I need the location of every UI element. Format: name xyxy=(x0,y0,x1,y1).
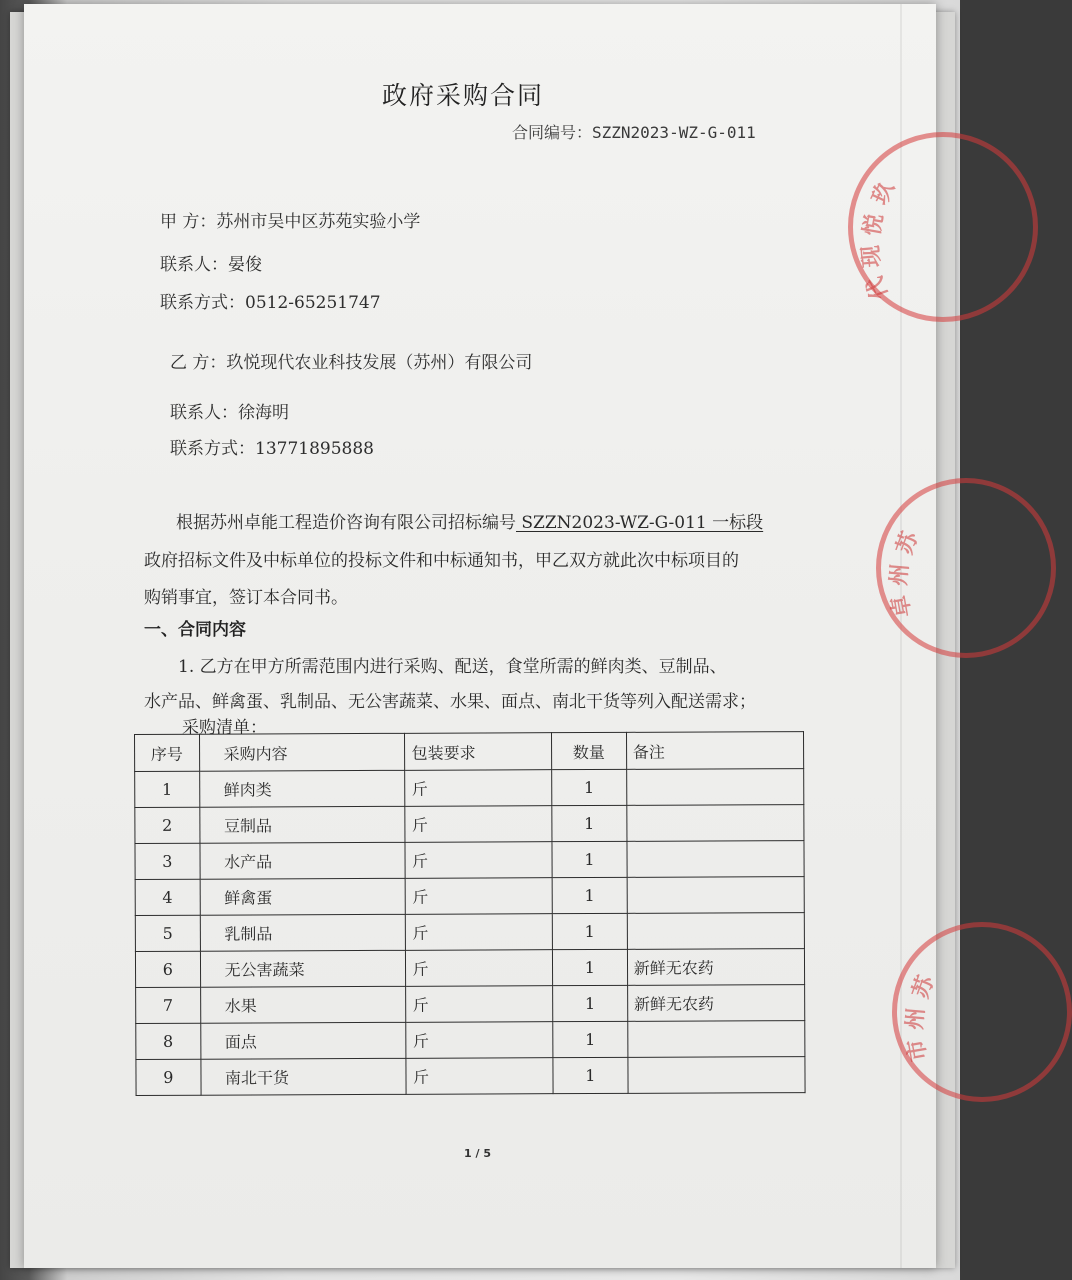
cell-remarks: 新鲜无农药 xyxy=(627,949,804,986)
preamble-line-3: 购销事宜，签订本合同书。 xyxy=(144,588,348,608)
cell-item: 鲜禽蛋 xyxy=(200,878,406,915)
cell-no: 7 xyxy=(136,987,201,1023)
cell-remarks xyxy=(627,913,804,950)
cell-quantity: 1 xyxy=(552,877,627,913)
cell-packaging: 斤 xyxy=(406,950,553,987)
cell-quantity: 1 xyxy=(552,805,627,841)
clause-1-line-1: 1. 乙方在甲方所需范围内进行采购、配送，食堂所需的鲜肉类、豆制品、 xyxy=(178,657,727,677)
cell-item: 南北干货 xyxy=(200,1058,406,1095)
cell-item: 乳制品 xyxy=(200,914,406,951)
table-row xyxy=(135,841,804,880)
party-a-name: 甲 方：苏州市吴中区苏苑实验小学 xyxy=(160,212,421,232)
cell-item: 水果 xyxy=(200,986,406,1023)
party-b-phone: 联系方式：13771895888 xyxy=(170,439,374,459)
table-row xyxy=(136,1021,805,1060)
party-a-contact: 联系人：晏俊 xyxy=(160,255,262,275)
cell-packaging: 斤 xyxy=(405,806,552,843)
table-row xyxy=(136,1057,805,1096)
preamble-text: 根据苏州卓能工程造价咨询有限公司招标编号 xyxy=(176,513,516,533)
cell-remarks xyxy=(626,769,803,806)
cell-item: 无公害蔬菜 xyxy=(200,950,406,987)
cell-no: 6 xyxy=(135,951,200,987)
cell-remarks xyxy=(627,805,804,842)
contract-page xyxy=(24,4,940,1268)
tender-number: SZZN2023-WZ-G-011 一标段 xyxy=(516,513,764,533)
cell-packaging: 斤 xyxy=(406,986,553,1023)
cell-item: 豆制品 xyxy=(199,806,405,843)
cell-quantity: 1 xyxy=(552,841,627,877)
cell-remarks xyxy=(627,877,804,914)
cell-quantity: 1 xyxy=(553,1057,628,1093)
document-title: 政府采购合同 xyxy=(382,81,545,110)
cell-quantity: 1 xyxy=(552,949,627,985)
cell-no: 4 xyxy=(135,879,200,915)
cell-packaging: 斤 xyxy=(406,1058,553,1095)
header-quantity: 数量 xyxy=(551,732,626,769)
cell-quantity: 1 xyxy=(552,913,627,949)
section-title: 一、合同内容 xyxy=(144,620,246,640)
purchase-table xyxy=(134,731,806,1096)
cell-item: 鲜肉类 xyxy=(199,770,405,807)
clause-1-line-2: 水产品、鲜禽蛋、乳制品、无公害蔬菜、水果、面点、南北干货等列入配送需求； xyxy=(144,692,756,712)
table-header-row xyxy=(135,732,804,772)
contract-number: 合同编号：SZZN2023-WZ-G-011 xyxy=(512,123,756,142)
cell-no: 2 xyxy=(135,807,200,843)
cell-no: 9 xyxy=(136,1059,201,1095)
page-number: 1 / 5 xyxy=(464,1147,491,1160)
cell-packaging: 斤 xyxy=(406,878,553,915)
table-row xyxy=(135,949,804,988)
cell-packaging: 斤 xyxy=(406,1022,553,1059)
table-row xyxy=(135,877,804,916)
header-item: 采购内容 xyxy=(199,733,405,771)
preamble-line-1 xyxy=(176,504,763,542)
party-a-phone: 联系方式：0512-65251747 xyxy=(160,293,381,313)
cell-remarks xyxy=(628,1057,805,1094)
purchase-list-label: 采购清单： xyxy=(182,718,267,738)
cell-no: 8 xyxy=(136,1023,201,1059)
school-seal-stamp: 苏 州 市 xyxy=(892,922,1072,1102)
cell-quantity: 1 xyxy=(552,769,627,805)
cell-no: 1 xyxy=(135,771,200,807)
preamble-line-2: 政府招标文件及中标单位的投标文件和中标通知书，甲乙双方就此次中标项目的 xyxy=(144,551,739,571)
header-packaging: 包装要求 xyxy=(405,733,552,771)
cell-no: 5 xyxy=(135,915,200,951)
header-no: 序号 xyxy=(135,734,200,771)
table-row xyxy=(135,913,804,952)
cell-quantity: 1 xyxy=(553,1021,628,1057)
party-b-contact: 联系人：徐海明 xyxy=(170,403,289,423)
party-b-name: 乙 方：玖悦现代农业科技发展（苏州）有限公司 xyxy=(170,353,533,373)
cell-packaging: 斤 xyxy=(406,914,553,951)
header-remarks: 备注 xyxy=(626,732,803,770)
cell-item: 面点 xyxy=(200,1022,406,1059)
table-row xyxy=(135,769,804,808)
cell-no: 3 xyxy=(135,843,200,879)
table-row xyxy=(136,985,805,1024)
cell-packaging: 斤 xyxy=(405,842,552,879)
company-seal-stamp: 玖 悦 现 代 xyxy=(848,132,1038,322)
cell-remarks xyxy=(627,841,804,878)
table-row xyxy=(135,805,804,844)
cell-item: 水产品 xyxy=(200,842,406,879)
cell-packaging: 斤 xyxy=(405,770,552,807)
cell-remarks: 新鲜无农药 xyxy=(627,985,804,1022)
cell-quantity: 1 xyxy=(553,985,628,1021)
cell-remarks xyxy=(627,1021,804,1058)
agency-seal-stamp: 苏 州 卓 xyxy=(876,478,1056,658)
